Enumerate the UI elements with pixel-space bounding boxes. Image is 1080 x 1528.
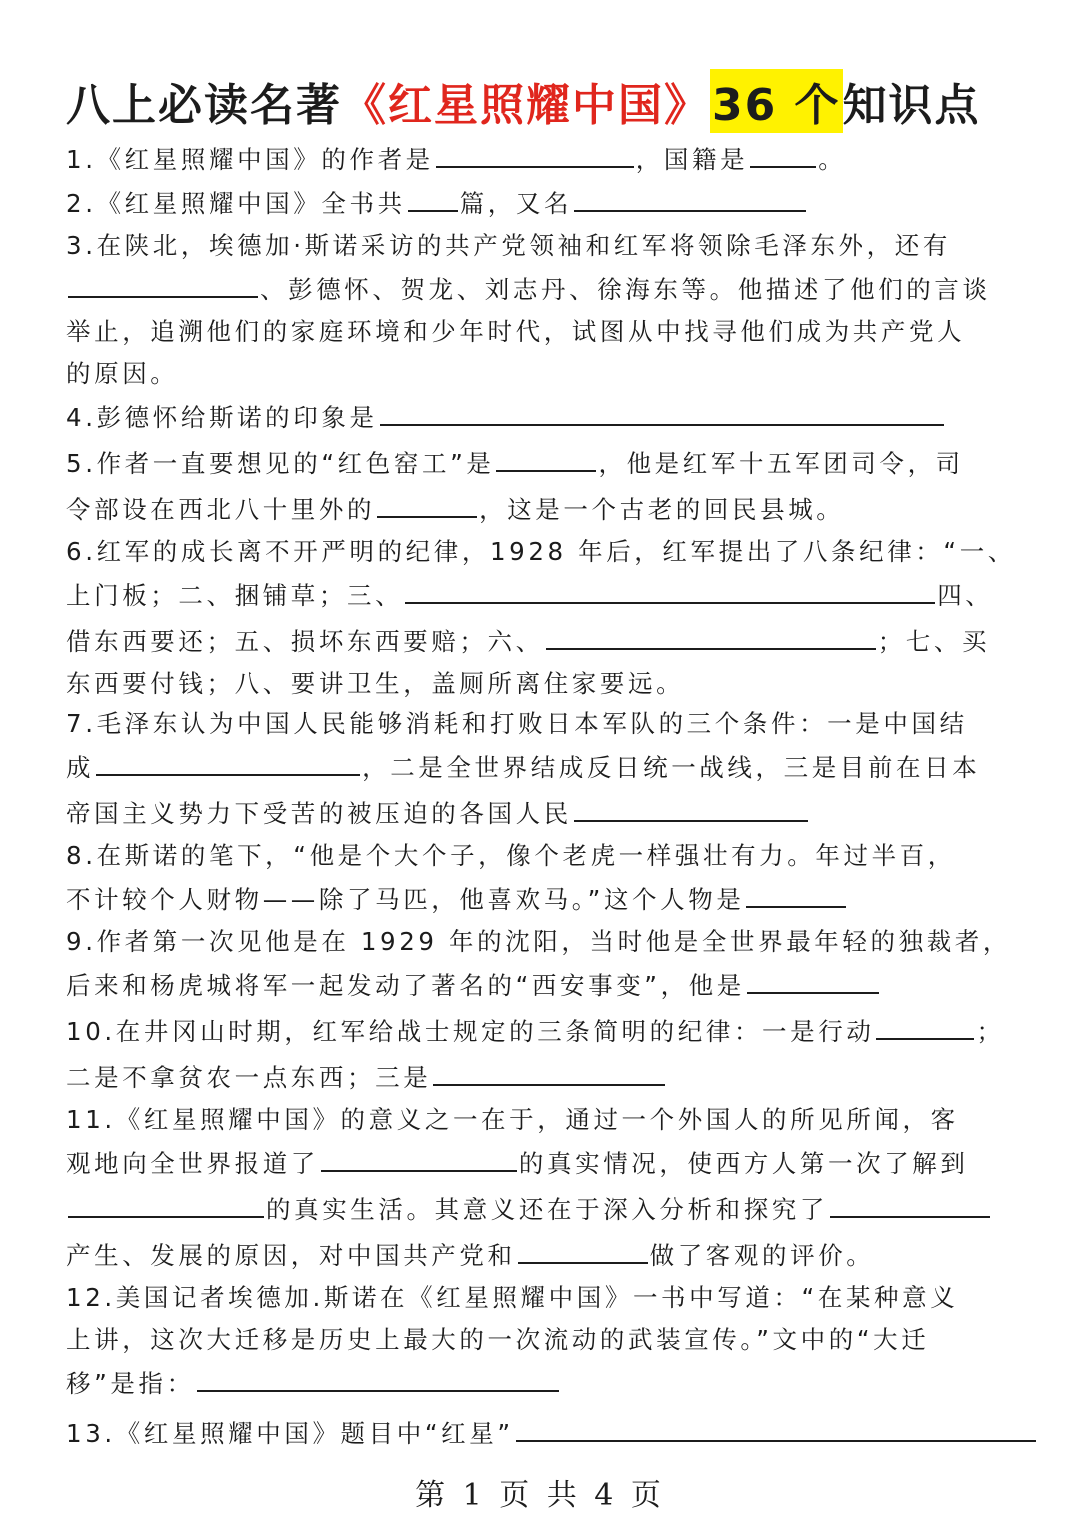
answer-blank[interactable] [377, 494, 477, 518]
question-q3-line-1 [66, 230, 951, 262]
answer-blank[interactable] [574, 798, 808, 822]
answer-blank[interactable] [518, 1240, 648, 1264]
question-text: ，国籍是 [635, 145, 749, 174]
question-q7-line-2 [66, 752, 980, 784]
question-text: 11.《红星照耀中国》的意义之一在于，通过一个外国人的所见所闻，客 [66, 1105, 959, 1134]
answer-blank[interactable] [405, 580, 935, 604]
question-text: 不计较个人财物——除了马匹，他喜欢马。”这个人物是 [66, 885, 745, 914]
question-text: 东西要付钱；八、要讲卫生，盖厕所离住家要远。 [66, 669, 685, 698]
question-q12-line-1 [66, 1282, 958, 1314]
question-text: 做了客观的评价。 [649, 1241, 875, 1270]
question-text: 移”是指： [66, 1369, 195, 1398]
question-text: 产生、发展的原因，对中国共产党和 [66, 1241, 516, 1270]
question-text: 借东西要还；五、损坏东西要赔；六、 [66, 627, 544, 656]
answer-blank[interactable] [830, 1194, 990, 1218]
question-text: ，他是红军十五军团司令，司 [598, 449, 964, 478]
question-text: 的原因。 [66, 359, 179, 388]
question-q8-line-1 [66, 840, 956, 872]
question-text: 成 [66, 753, 95, 782]
answer-blank[interactable] [68, 274, 258, 298]
question-text: 二是不拿贫农一点东西；三是 [66, 1063, 432, 1092]
question-q7-line-3 [66, 798, 810, 830]
question-text: 后来和杨虎城将军一起发动了著名的“西安事变”，他是 [66, 971, 745, 1000]
question-q13-line-1 [66, 1418, 1038, 1450]
answer-blank[interactable] [546, 626, 876, 650]
answer-blank[interactable] [746, 884, 846, 908]
question-text: 1.《红星照耀中国》的作者是 [66, 145, 434, 174]
question-text: 5.作者一直要想见的“红色窑工”是 [66, 449, 495, 478]
question-text: 9.作者第一次见他是在 1929 年的沈阳，当时他是全世界最年轻的独裁者， [66, 927, 1011, 956]
question-q12-line-2 [66, 1324, 929, 1356]
question-text: 。 [818, 145, 847, 174]
question-q6-line-2 [66, 580, 993, 612]
question-text: 举止，追溯他们的家庭环境和少年时代，试图从中找寻他们成为共产党人 [66, 317, 966, 346]
answer-blank[interactable] [750, 144, 816, 168]
question-q8-line-2 [66, 884, 848, 916]
question-text: 上门板；二、捆铺草；三、 [66, 581, 404, 610]
question-text: 4.彭德怀给斯诺的印象是 [66, 403, 378, 432]
question-q6-line-4 [66, 668, 684, 700]
question-text: 13.《红星照耀中国》题目中“红星” [66, 1419, 514, 1448]
answer-blank[interactable] [516, 1418, 1036, 1442]
question-text: 帝国主义势力下受苦的被压迫的各国人民 [66, 799, 572, 828]
question-q1-line-1 [66, 144, 846, 176]
question-text: 令部设在西北八十里外的 [66, 495, 376, 524]
answer-blank[interactable] [96, 752, 360, 776]
answer-blank[interactable] [433, 1062, 665, 1086]
question-text: 篇，又名 [459, 189, 573, 218]
answer-blank[interactable] [747, 970, 879, 994]
question-text: 10.在井冈山时期，红军给战士规定的三条简明的纪律：一是行动 [66, 1017, 875, 1046]
answer-blank[interactable] [321, 1148, 517, 1172]
question-q3-line-2 [66, 274, 991, 306]
question-text: 3.在陕北，埃德加·斯诺采访的共产党领袖和红军将领除毛泽东外，还有 [66, 231, 951, 260]
question-text: 8.在斯诺的笔下，“他是个大个子，像个老虎一样强壮有力。年过半百， [66, 841, 956, 870]
question-text: ，二是全世界结成反日统一战线，三是目前在日本 [362, 753, 981, 782]
question-text: 的真实生活。其意义还在于深入分析和探究了 [266, 1195, 828, 1224]
question-text: 的真实情况，使西方人第一次了解到 [518, 1149, 969, 1178]
answer-blank[interactable] [380, 402, 944, 426]
answer-blank[interactable] [876, 1016, 974, 1040]
title-book-name: 《红星照耀中国》 [342, 80, 710, 131]
question-q11-line-2 [66, 1148, 969, 1180]
question-text: ； [976, 1017, 1005, 1046]
question-q12-line-3 [66, 1368, 561, 1400]
question-text: 6.红军的成长离不开严明的纪律，1928 年后，红军提出了八条纪律：“一、 [66, 537, 1016, 566]
question-text: 上讲，这次大迁移是历史上最大的一次流动的武装宣传。”文中的“大迁 [66, 1325, 930, 1354]
page-title [66, 68, 981, 134]
title-prefix: 八上必读名著 [66, 80, 342, 131]
question-text: ；七、买 [877, 627, 991, 656]
answer-blank[interactable] [408, 188, 458, 212]
title-count-highlight: 36 个 [710, 69, 843, 133]
answer-blank[interactable] [197, 1368, 559, 1392]
question-q5-line-2 [66, 494, 844, 526]
answer-blank[interactable] [574, 188, 806, 212]
question-q11-line-3 [66, 1194, 992, 1226]
question-q4-line-1 [66, 402, 946, 434]
question-q3-line-4 [66, 358, 178, 390]
question-q10-line-1 [66, 1016, 1005, 1048]
question-q10-line-2 [66, 1062, 667, 1094]
answer-blank[interactable] [68, 1194, 264, 1218]
question-q11-line-4 [66, 1240, 874, 1272]
answer-blank[interactable] [436, 144, 634, 168]
question-q6-line-3 [66, 626, 990, 658]
question-text: 四、 [937, 581, 994, 610]
question-text: 7.毛泽东认为中国人民能够消耗和打败日本军队的三个条件：一是中国结 [66, 709, 968, 738]
question-q9-line-1 [66, 926, 1011, 958]
question-q7-line-1 [66, 708, 968, 740]
question-q2-line-1 [66, 188, 808, 220]
question-q9-line-2 [66, 970, 881, 1002]
question-text: 、彭德怀、贺龙、刘志丹、徐海东等。他描述了他们的言谈 [260, 275, 991, 304]
question-q3-line-3 [66, 316, 965, 348]
page-footer: 第 1 页 共 4 页 [415, 1478, 665, 1513]
answer-blank[interactable] [496, 448, 596, 472]
question-q6-line-1 [66, 536, 1016, 568]
question-text: 12.美国记者埃德加.斯诺在《红星照耀中国》一书中写道：“在某种意义 [66, 1283, 959, 1312]
question-text: ，这是一个古老的回民县城。 [479, 495, 845, 524]
title-suffix: 知识点 [842, 80, 981, 131]
question-text: 2.《红星照耀中国》全书共 [66, 189, 406, 218]
question-q5-line-1 [66, 448, 964, 480]
question-q11-line-1 [66, 1104, 959, 1136]
question-text: 观地向全世界报道了 [66, 1149, 319, 1178]
